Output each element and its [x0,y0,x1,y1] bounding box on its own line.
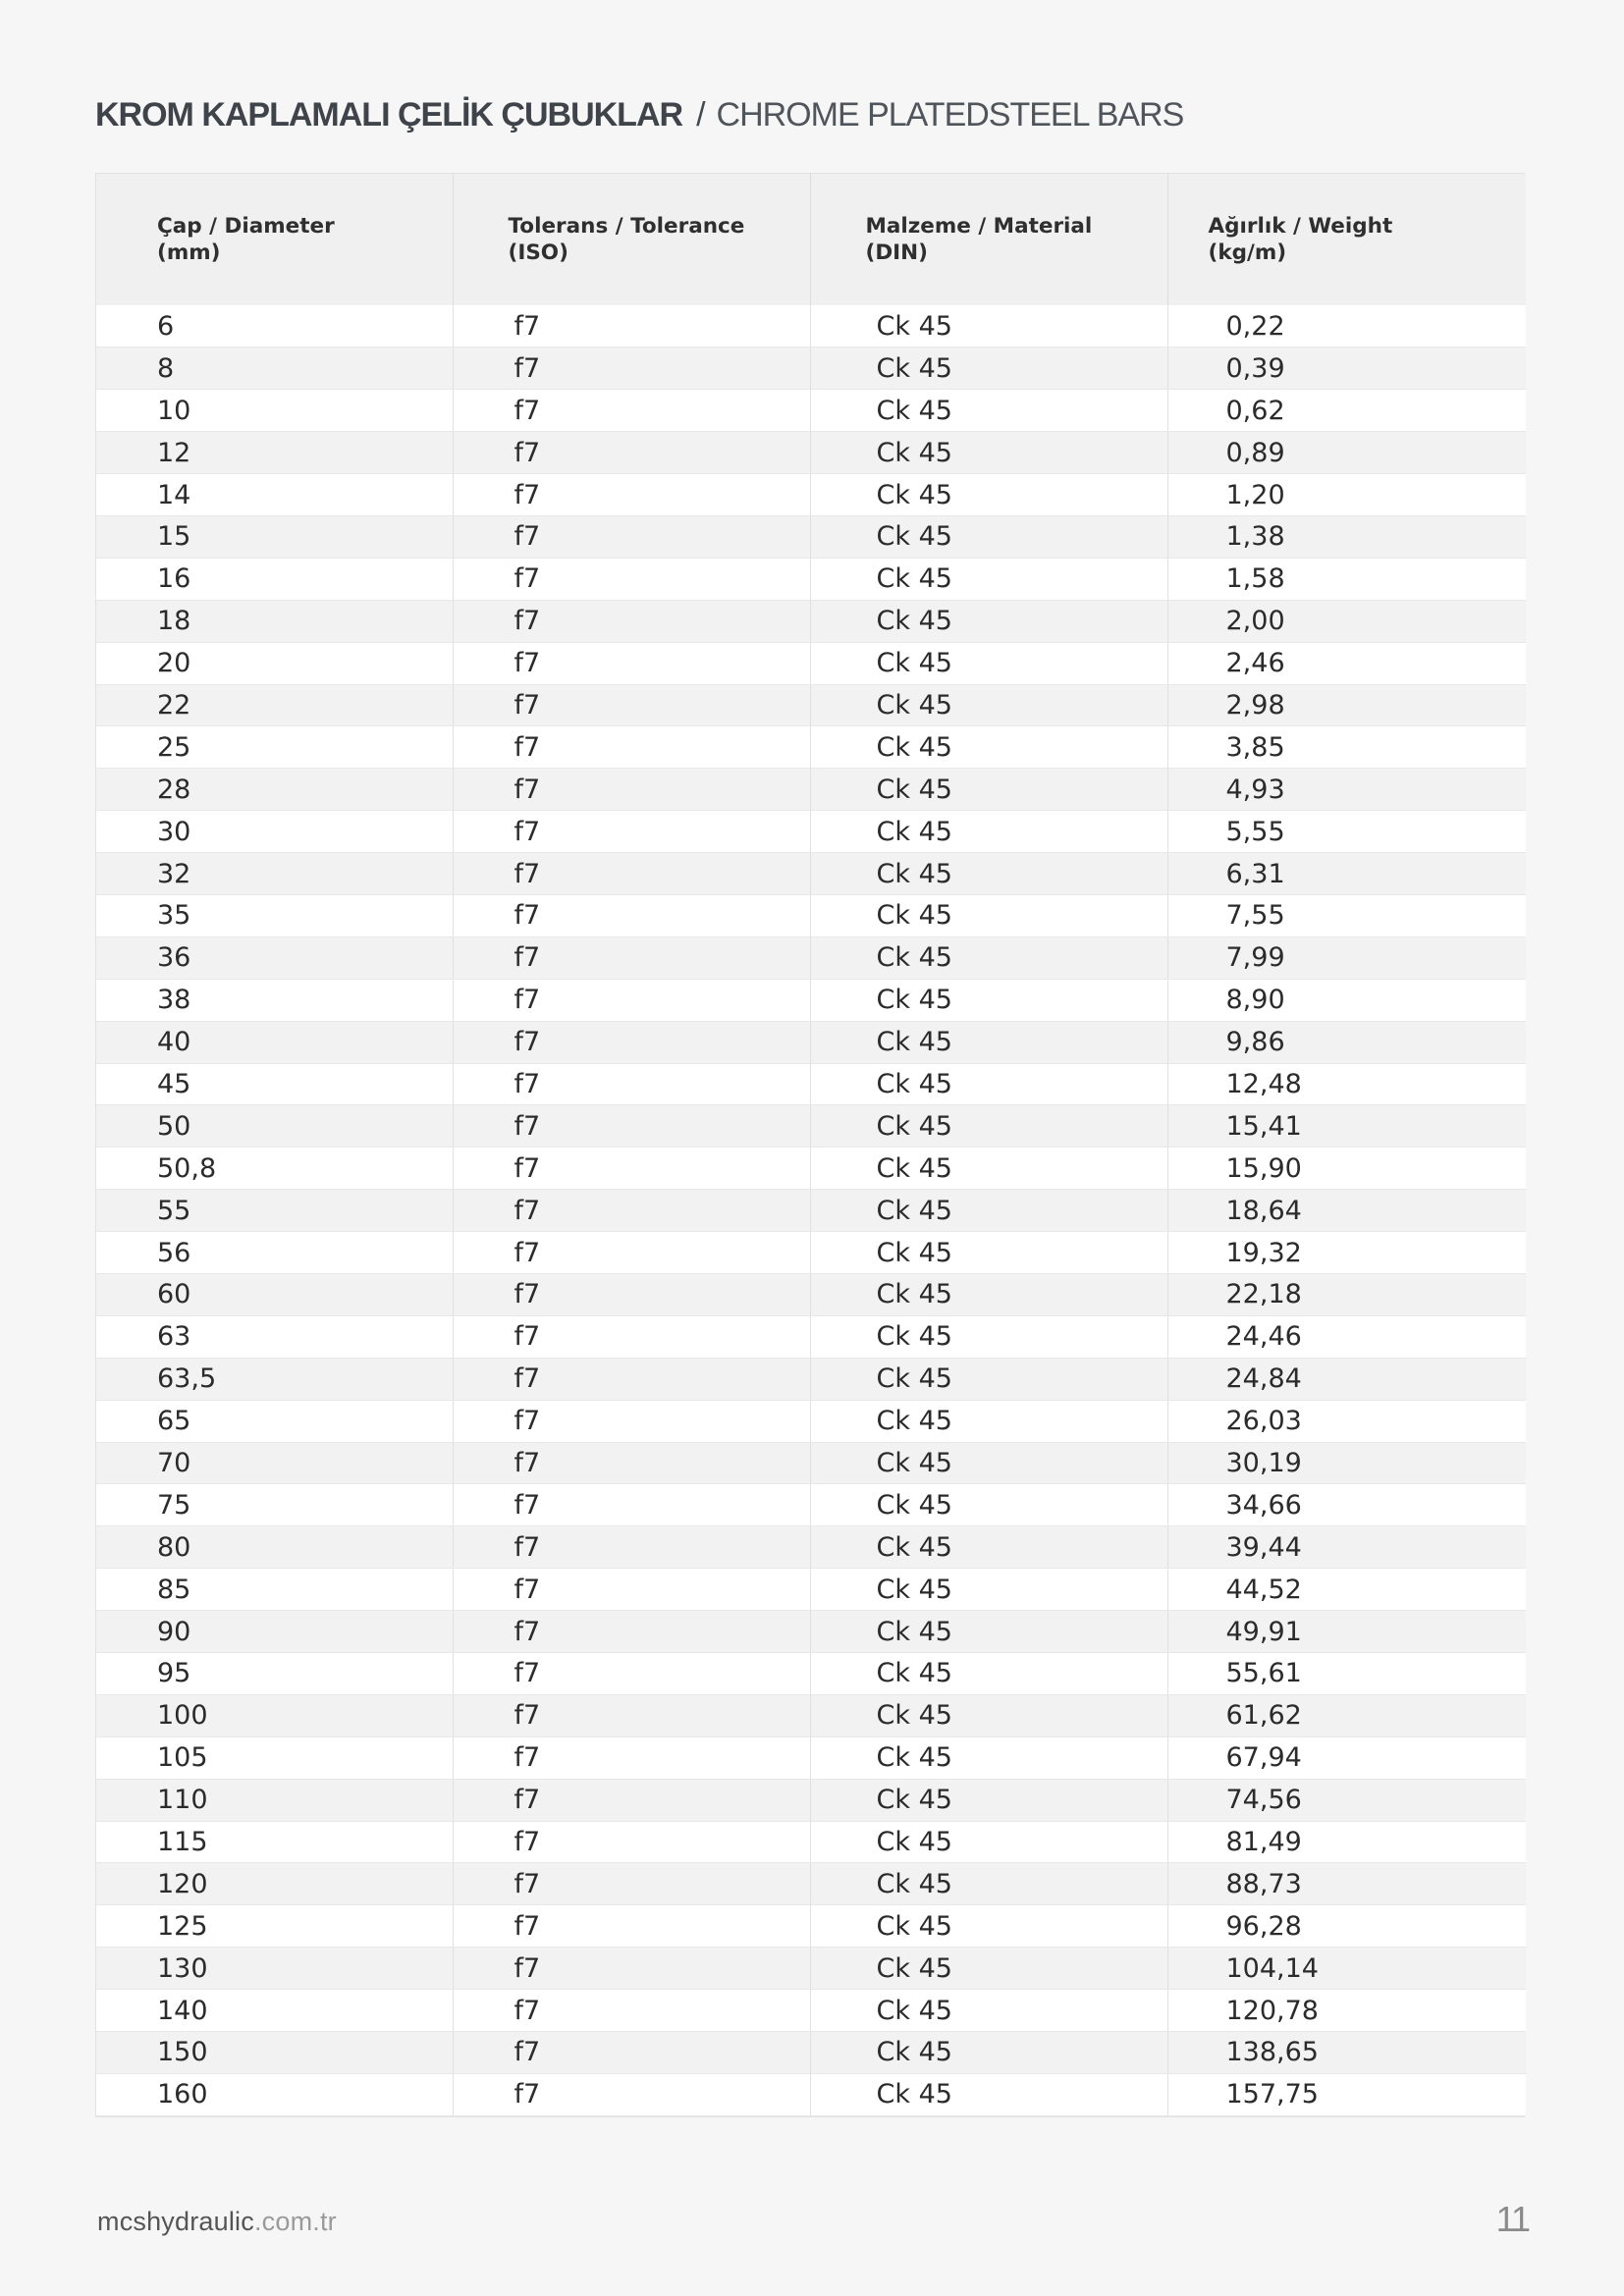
table-row [96,1905,1526,1948]
cell-tolerance: f7 [453,1821,810,1863]
table-row [96,515,1526,558]
cell-material: Ck 45 [810,2032,1167,2074]
cell-diameter: 60 [96,1273,453,1315]
cell-weight: 0,89 [1167,432,1526,474]
cell-tolerance: f7 [453,1190,810,1232]
table-row [96,1484,1526,1526]
cell-weight: 1,20 [1167,474,1526,516]
cell-tolerance: f7 [453,726,810,769]
cell-diameter: 14 [96,474,453,516]
cell-material: Ck 45 [810,1990,1167,2032]
cell-diameter: 50,8 [96,1148,453,1190]
table-row [96,726,1526,769]
cell-material: Ck 45 [810,1779,1167,1821]
cell-weight: 2,46 [1167,642,1526,684]
cell-weight: 104,14 [1167,1948,1526,1990]
cell-weight: 55,61 [1167,1653,1526,1695]
table-row [96,1694,1526,1736]
cell-weight: 88,73 [1167,1863,1526,1905]
page-title [95,96,1183,134]
cell-weight: 5,55 [1167,811,1526,853]
cell-material: Ck 45 [810,1694,1167,1736]
cell-material: Ck 45 [810,1190,1167,1232]
cell-tolerance: f7 [453,642,810,684]
table-row [96,2073,1526,2115]
table-row [96,432,1526,474]
header-tolerance: Tolerans / Tolerance (ISO) [453,174,810,305]
cell-weight: 49,91 [1167,1611,1526,1653]
cell-material: Ck 45 [810,1905,1167,1948]
cell-weight: 39,44 [1167,1526,1526,1569]
cell-material: Ck 45 [810,684,1167,726]
cell-material: Ck 45 [810,1105,1167,1148]
cell-tolerance: f7 [453,1948,810,1990]
table-row [96,1990,1526,2032]
cell-diameter: 28 [96,769,453,811]
cell-weight: 24,46 [1167,1315,1526,1358]
table-row [96,600,1526,642]
cell-weight: 12,48 [1167,1063,1526,1105]
cell-material: Ck 45 [810,1273,1167,1315]
cell-weight: 67,94 [1167,1736,1526,1779]
page-number: 11 [1495,2199,1529,2239]
cell-weight: 7,99 [1167,936,1526,979]
cell-tolerance: f7 [453,432,810,474]
cell-material: Ck 45 [810,979,1167,1021]
table-row [96,1569,1526,1611]
header-weight: Ağırlık / Weight (kg/m) [1208,214,1393,265]
cell-diameter: 20 [96,642,453,684]
table-row [96,684,1526,726]
cell-diameter: 25 [96,726,453,769]
cell-material: Ck 45 [810,1400,1167,1442]
table-row [96,1526,1526,1569]
cell-material: Ck 45 [810,1148,1167,1190]
cell-weight: 9,86 [1167,1021,1526,1063]
cell-diameter: 45 [96,1063,453,1105]
cell-diameter: 50 [96,1105,453,1148]
cell-tolerance: f7 [453,1736,810,1779]
header-material: Malzeme / Material (DIN) [810,174,1167,305]
cell-diameter: 110 [96,1779,453,1821]
cell-material: Ck 45 [810,1315,1167,1358]
table-row [96,1190,1526,1232]
cell-weight: 15,90 [1167,1148,1526,1190]
cell-material: Ck 45 [810,1484,1167,1526]
cell-diameter: 85 [96,1569,453,1611]
cell-tolerance: f7 [453,1694,810,1736]
cell-tolerance: f7 [453,684,810,726]
cell-weight: 138,65 [1167,2032,1526,2074]
table-row [96,979,1526,1021]
header-diameter: Çap / Diameter (mm) [96,174,453,305]
table-row [96,1273,1526,1315]
cell-material: Ck 45 [810,390,1167,432]
cell-weight: 0,22 [1167,305,1526,347]
cell-tolerance: f7 [453,305,810,347]
title-turkish: KROM KAPLAMALI ÇELİK ÇUBUKLAR [95,96,683,133]
cell-diameter: 63 [96,1315,453,1358]
cell-tolerance: f7 [453,474,810,516]
cell-material: Ck 45 [810,853,1167,895]
table-row [96,642,1526,684]
table-row [96,1863,1526,1905]
cell-tolerance: f7 [453,1611,810,1653]
table-row [96,936,1526,979]
cell-tolerance: f7 [453,853,810,895]
cell-weight: 7,55 [1167,894,1526,936]
table-row [96,390,1526,432]
cell-weight: 22,18 [1167,1273,1526,1315]
cell-weight: 61,62 [1167,1694,1526,1736]
cell-diameter: 65 [96,1400,453,1442]
cell-diameter: 15 [96,515,453,558]
footer-brand: mcshydraulic [97,2207,254,2236]
cell-material: Ck 45 [810,1526,1167,1569]
cell-tolerance: f7 [453,1990,810,2032]
cell-tolerance: f7 [453,2073,810,2115]
cell-material: Ck 45 [810,811,1167,853]
cell-tolerance: f7 [453,1105,810,1148]
cell-weight: 1,58 [1167,558,1526,600]
table-row [96,2032,1526,2074]
cell-diameter: 30 [96,811,453,853]
table-row [96,1821,1526,1863]
table-row [96,305,1526,347]
cell-material: Ck 45 [810,1442,1167,1484]
cell-tolerance: f7 [453,1148,810,1190]
cell-diameter: 12 [96,432,453,474]
cell-weight: 81,49 [1167,1821,1526,1863]
cell-material: Ck 45 [810,1653,1167,1695]
cell-material: Ck 45 [810,1948,1167,1990]
table-row [96,1315,1526,1358]
cell-weight: 2,00 [1167,600,1526,642]
cell-weight: 96,28 [1167,1905,1526,1948]
cell-material: Ck 45 [810,558,1167,600]
cell-diameter: 125 [96,1905,453,1948]
table-row [96,1063,1526,1105]
cell-tolerance: f7 [453,769,810,811]
table-row [96,894,1526,936]
cell-weight: 157,75 [1167,2073,1526,2115]
cell-diameter: 38 [96,979,453,1021]
cell-weight: 15,41 [1167,1105,1526,1148]
table-row [96,1400,1526,1442]
table-row [96,811,1526,853]
cell-tolerance: f7 [453,1569,810,1611]
cell-weight: 44,52 [1167,1569,1526,1611]
cell-diameter: 115 [96,1821,453,1863]
cell-material: Ck 45 [810,1063,1167,1105]
cell-weight: 26,03 [1167,1400,1526,1442]
cell-tolerance: f7 [453,2032,810,2074]
cell-diameter: 8 [96,347,453,390]
cell-material: Ck 45 [810,1358,1167,1400]
cell-tolerance: f7 [453,1653,810,1695]
cell-weight: 74,56 [1167,1779,1526,1821]
cell-tolerance: f7 [453,1484,810,1526]
cell-tolerance: f7 [453,936,810,979]
cell-diameter: 130 [96,1948,453,1990]
cell-weight: 34,66 [1167,1484,1526,1526]
cell-weight: 1,38 [1167,515,1526,558]
cell-material: Ck 45 [810,2073,1167,2115]
cell-tolerance: f7 [453,558,810,600]
cell-tolerance: f7 [453,1526,810,1569]
table-body [96,305,1526,2115]
table-row [96,1611,1526,1653]
cell-material: Ck 45 [810,1821,1167,1863]
cell-diameter: 6 [96,305,453,347]
table-row [96,1358,1526,1400]
cell-tolerance: f7 [453,1400,810,1442]
cell-diameter: 10 [96,390,453,432]
cell-weight: 19,32 [1167,1232,1526,1274]
title-separator: / [696,96,705,133]
cell-material: Ck 45 [810,474,1167,516]
cell-weight: 4,93 [1167,769,1526,811]
cell-diameter: 140 [96,1990,453,2032]
cell-tolerance: f7 [453,1358,810,1400]
cell-tolerance: f7 [453,1273,810,1315]
cell-tolerance: f7 [453,979,810,1021]
cell-diameter: 36 [96,936,453,979]
table-row [96,853,1526,895]
cell-weight: 0,39 [1167,347,1526,390]
cell-weight: 3,85 [1167,726,1526,769]
cell-diameter: 90 [96,1611,453,1653]
footer-domain: .com.tr [253,2207,337,2236]
cell-diameter: 35 [96,894,453,936]
cell-tolerance: f7 [453,1063,810,1105]
cell-diameter: 70 [96,1442,453,1484]
title-english: CHROME PLATEDSTEEL BARS [716,96,1184,133]
table-row [96,1105,1526,1148]
cell-diameter: 120 [96,1863,453,1905]
cell-diameter: 40 [96,1021,453,1063]
table-row [96,1148,1526,1190]
cell-diameter: 80 [96,1526,453,1569]
cell-weight: 0,62 [1167,390,1526,432]
cell-material: Ck 45 [810,726,1167,769]
table-row [96,1021,1526,1063]
cell-diameter: 75 [96,1484,453,1526]
cell-diameter: 55 [96,1190,453,1232]
cell-material: Ck 45 [810,305,1167,347]
cell-material: Ck 45 [810,432,1167,474]
cell-tolerance: f7 [453,347,810,390]
cell-diameter: 18 [96,600,453,642]
table-row [96,474,1526,516]
cell-tolerance: f7 [453,811,810,853]
table-row [96,558,1526,600]
cell-diameter: 56 [96,1232,453,1274]
table-header-row [96,174,1526,305]
footer-website [97,2207,337,2237]
cell-diameter: 22 [96,684,453,726]
cell-material: Ck 45 [810,936,1167,979]
cell-material: Ck 45 [810,769,1167,811]
cell-diameter: 150 [96,2032,453,2074]
table-row [96,1442,1526,1484]
cell-material: Ck 45 [810,515,1167,558]
cell-material: Ck 45 [810,1232,1167,1274]
cell-tolerance: f7 [453,1905,810,1948]
table-row [96,1232,1526,1274]
cell-tolerance: f7 [453,1779,810,1821]
cell-material: Ck 45 [810,1021,1167,1063]
cell-tolerance: f7 [453,1442,810,1484]
cell-weight: 6,31 [1167,853,1526,895]
cell-material: Ck 45 [810,347,1167,390]
cell-weight: 8,90 [1167,979,1526,1021]
cell-tolerance: f7 [453,1232,810,1274]
table-row [96,347,1526,390]
cell-diameter: 63,5 [96,1358,453,1400]
cell-tolerance: f7 [453,1021,810,1063]
cell-weight: 24,84 [1167,1358,1526,1400]
cell-diameter: 105 [96,1736,453,1779]
cell-material: Ck 45 [810,1863,1167,1905]
cell-material: Ck 45 [810,600,1167,642]
cell-weight: 2,98 [1167,684,1526,726]
table-row [96,1948,1526,1990]
cell-diameter: 32 [96,853,453,895]
cell-material: Ck 45 [810,1569,1167,1611]
cell-diameter: 160 [96,2073,453,2115]
table-row [96,1736,1526,1779]
cell-tolerance: f7 [453,1863,810,1905]
cell-diameter: 95 [96,1653,453,1695]
table-row [96,769,1526,811]
cell-material: Ck 45 [810,894,1167,936]
cell-tolerance: f7 [453,600,810,642]
cell-tolerance: f7 [453,515,810,558]
cell-tolerance: f7 [453,390,810,432]
cell-material: Ck 45 [810,1736,1167,1779]
cell-tolerance: f7 [453,894,810,936]
table-row [96,1779,1526,1821]
cell-diameter: 16 [96,558,453,600]
cell-weight: 120,78 [1167,1990,1526,2032]
chrome-bars-table [95,173,1525,2117]
cell-diameter: 100 [96,1694,453,1736]
cell-material: Ck 45 [810,642,1167,684]
cell-weight: 18,64 [1167,1190,1526,1232]
cell-tolerance: f7 [453,1315,810,1358]
cell-weight: 30,19 [1167,1442,1526,1484]
cell-material: Ck 45 [810,1611,1167,1653]
table-row [96,1653,1526,1695]
